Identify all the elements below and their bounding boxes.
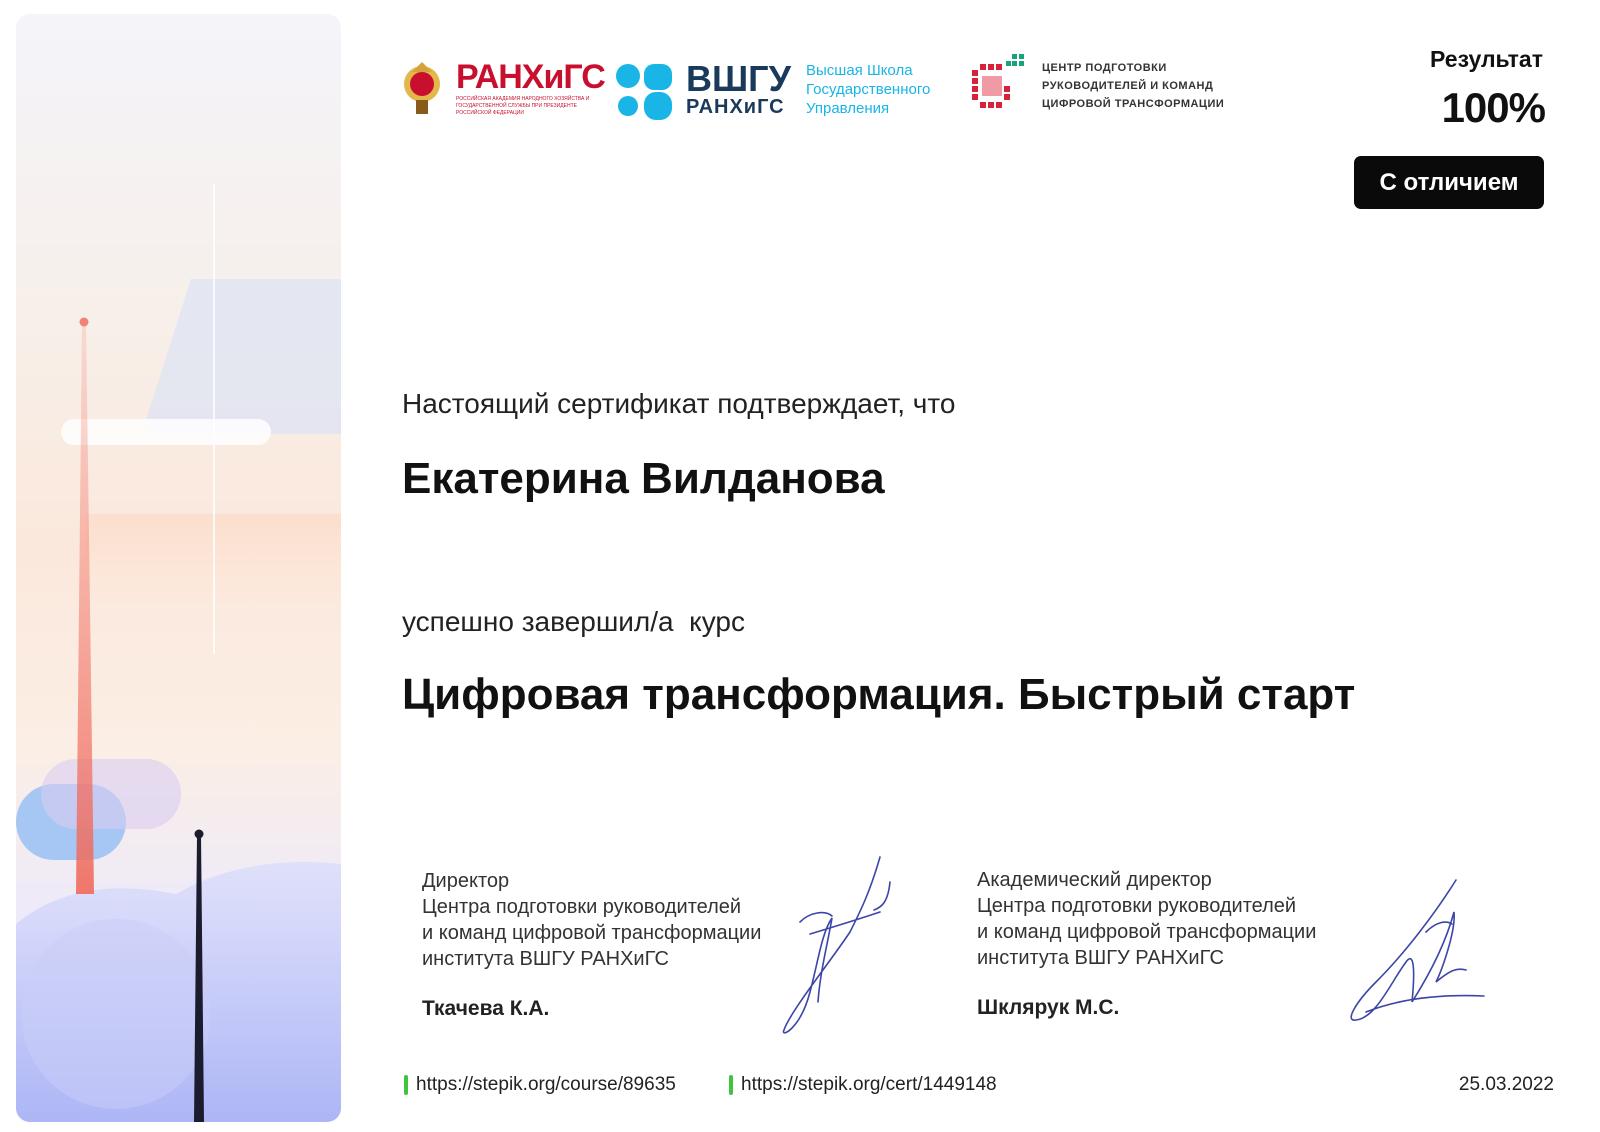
- signatory-1: [422, 868, 761, 1022]
- signatory-title: Центра подготовки руководителей: [422, 896, 742, 918]
- signatory-title: Академический директор: [977, 869, 1212, 891]
- ranepa-name: РАНХиГС: [456, 58, 605, 96]
- center-logo: [968, 50, 1243, 116]
- vshgu-logo: [614, 60, 949, 122]
- signatory-title: института ВШГУ РАНХиГС: [422, 948, 669, 970]
- link-marker: [729, 1075, 733, 1095]
- issue-date: 25.03.2022: [1458, 1074, 1554, 1095]
- completion-text: успешно завершил/а курс: [402, 606, 745, 637]
- ranepa-subtitle: РОССИЙСКАЯ АКАДЕМИЯ НАРОДНОГО ХОЗЯЙСТВА И ГОСУДАРСТВЕННОЙ СЛУЖБЫ ПРИ ПРЕЗИДЕНТЕ РОССИЙСКОЙ ФЕДЕРАЦИИ: [456, 96, 590, 116]
- course-url[interactable]: https://stepik.org/course/89635: [416, 1074, 676, 1095]
- vshgu-line1: Высшая Школа: [806, 62, 913, 79]
- vshgu-mark-icon: [614, 62, 674, 122]
- signatory-title: Директор: [422, 870, 510, 892]
- vshgu-line3: Управления: [806, 100, 890, 117]
- vshgu-sub: РАНХиГС: [686, 96, 785, 118]
- ranepa-logo: [400, 58, 605, 120]
- center-line3: ЦИФРОВОЙ ТРАНСФОРМАЦИИ: [1042, 98, 1225, 110]
- course-title: Цифровая трансформация. Быстрый старт: [402, 670, 1356, 719]
- cert-link[interactable]: [729, 1074, 997, 1096]
- course-link[interactable]: [404, 1074, 676, 1096]
- signature-2: [1336, 872, 1496, 1042]
- vshgu-line2: Государственного: [806, 81, 931, 98]
- signatory-name: Шклярук М.С.: [977, 996, 1120, 1019]
- side-art-illustration: [16, 14, 341, 1122]
- signatory-title: Центра подготовки руководителей: [977, 895, 1297, 917]
- cert-url[interactable]: https://stepik.org/cert/1449148: [741, 1074, 997, 1095]
- signatory-name: Ткачева К.А.: [422, 997, 550, 1020]
- decorative-side-panel: [16, 14, 341, 1122]
- recipient-name: Екатерина Вилданова: [402, 454, 885, 503]
- signatory-title: и команд цифровой трансформации: [977, 921, 1317, 943]
- distinction-badge: С отличием: [1354, 156, 1544, 209]
- link-marker: [404, 1075, 408, 1095]
- signatory-title: института ВШГУ РАНХиГС: [977, 947, 1224, 969]
- signature-1: [770, 852, 920, 1037]
- result-label: Результат: [1430, 46, 1543, 72]
- center-line2: РУКОВОДИТЕЛЕЙ И КОМАНД: [1042, 80, 1214, 92]
- result-value: 100%: [1441, 84, 1545, 131]
- center-line1: ЦЕНТР ПОДГОТОВКИ: [1042, 62, 1167, 74]
- emblem-icon: [400, 58, 444, 118]
- certificate-intro: Настоящий сертификат подтверждает, что: [402, 388, 956, 419]
- vshgu-abbr: ВШГУ: [686, 58, 791, 99]
- center-mark-icon: [968, 50, 1030, 114]
- signatory-title: и команд цифровой трансформации: [422, 922, 762, 944]
- signatory-2: [977, 867, 1316, 1021]
